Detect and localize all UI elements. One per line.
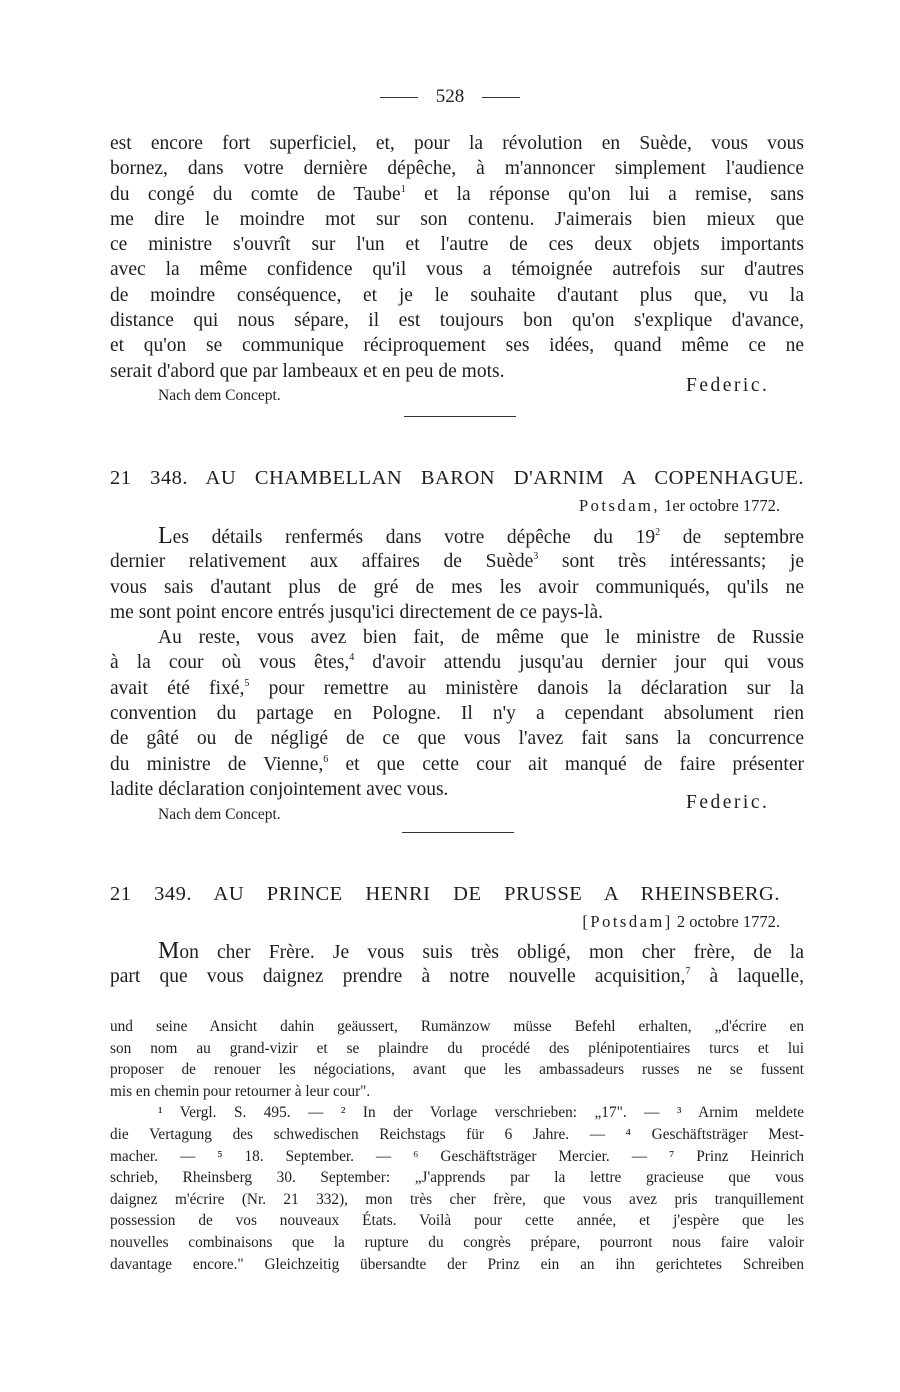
footnote-line: proposer de renouer les négociations, avant que les ambassadeurs russes ne se fussent — [110, 1061, 804, 1079]
dateline: Potsdam, 1er octobre 1772. — [578, 496, 780, 515]
text-line: et qu'on se communique réciproquement ses idées, quand même ce ne — [110, 335, 804, 357]
text-line: me dire le moindre mot sur son contenu. J'aimerais bien mieux que — [110, 208, 804, 230]
signature: Federic. — [686, 375, 770, 396]
footnote-line: davantage encore." Gleichzeitig übersandte der Prinz ein an ihn gerichtetes Schreiben — [110, 1255, 804, 1273]
text-line: du ministre de Vienne,$^6$ et que cette cour ait manqué de faire présenter — [110, 753, 804, 775]
footnote-line: nouvelles combinaisons que la rupture du congrès prépare, pourront nous faire valoir — [110, 1233, 804, 1251]
footnote-line: ¹ Vergl. S. 495. — ² In der Vorlage verschrieben: „17". — ³ Arnim meldete — [158, 1104, 804, 1122]
page-number-text: 528 — [435, 86, 465, 107]
text-line: avait été fixé,$^5$ pour remettre au ministère danois la déclaration sur la — [110, 677, 804, 699]
footnote-ref: 6 — [323, 753, 329, 765]
source-note: Nach dem Concept. — [158, 387, 281, 404]
separator-rule — [404, 416, 516, 417]
footnote-line: schrieb, Rheinsberg 30. September: „J'apprends par la lettre gracieuse que vous — [110, 1169, 804, 1187]
footnote-line: daignez m'écrire (Nr. 21 332), mon très cher frère, que vous avez pris tranquillement — [110, 1190, 804, 1208]
text-line: part que vous daignez prendre à notre nouvelle acquisition,$^7$ à laquelle, — [110, 966, 804, 988]
text-line: vous sais d'autant plus de gré de mes les avoir communiqués, qu'ils ne — [110, 576, 804, 598]
text-line: distance qui nous sépare, il est toujours bon qu'on s'explique d'avance, — [110, 310, 804, 332]
footnote-line: die Vertagung des schwedischen Reichstags für 6 Jahre. — ⁴ Geschäftsträger Mest- — [110, 1125, 804, 1143]
footnote-ref: 3 — [533, 551, 539, 563]
footnote-ref: 7 — [685, 966, 691, 978]
text-line: à la cour où vous êtes,$^4$ d'avoir attendu jusqu'au dernier jour qui vous — [110, 652, 804, 674]
text-line: serait d'abord que par lambeaux et en peu de mots. — [110, 360, 505, 382]
footnote-line: son nom au grand-vizir et se plaindre du procédé des plénipotentiaires turcs et lui — [110, 1039, 804, 1057]
footnote-ref: 1 — [400, 183, 406, 195]
text-line: me sont point encore entrés jusqu'ici directement de ce pays-là. — [110, 601, 604, 623]
letter-body — [110, 524, 804, 802]
letter-body — [110, 939, 804, 990]
footnote-line: und seine Ansicht dahin geäussert, Rumänzow müsse Befehl erhalten, „d'écrire en — [110, 1018, 804, 1035]
text-line: Au reste, vous avez bien fait, de même que le ministre de Russie — [158, 627, 804, 649]
footnote-line: mis en chemin pour retourner à leur cour". — [110, 1082, 371, 1100]
initial-capital: M — [158, 938, 180, 964]
text-line: de gâté ou de négligé de ce que vous l'avez fait sans la concurrence — [110, 728, 804, 750]
text-line: Les détails renfermés dans votre dépêche du $19^2$ de septembre — [158, 523, 804, 549]
text-line: ce ministre s'ouvrît sur l'un et l'autre de ces deux objets importants — [110, 234, 804, 256]
page-number — [0, 86, 900, 108]
text-line: avec la même confidence qu'il vous a témoignée autrefois sur d'autres — [110, 259, 804, 281]
text-line: est encore fort superficiel, et, pour la révolution en Suède, vous vous — [110, 133, 804, 154]
footnote-ref: 5 — [244, 677, 250, 689]
separator-rule — [402, 832, 514, 833]
text-line: Mon cher Frère. Je vous suis très obligé, mon cher frère, de la — [158, 938, 804, 964]
letter-continuation — [110, 131, 804, 384]
footnote-line: macher. — ⁵ 18. September. — ⁶ Geschäftsträger Mercier. — ⁷ Prinz Heinrich — [110, 1147, 804, 1165]
signature: Federic. — [686, 792, 770, 813]
letter-heading: 21 349. AU PRINCE HENRI DE PRUSSE A RHEINSBERG. — [110, 883, 780, 905]
footnotes — [110, 1016, 804, 1275]
footnote-line: possession de vos nouveaux États. Voilà pour cette année, et j'espère que les — [110, 1212, 804, 1230]
text-line: de moindre conséquence, et je le souhaite d'autant plus que, vu la — [110, 284, 804, 306]
text-line: bornez, dans votre dernière dépêche, à m'annoncer simplement l'audience — [110, 158, 804, 180]
page-number-dash-left — [380, 97, 418, 98]
footnote-ref: 4 — [349, 652, 355, 664]
page-number-dash-right — [482, 97, 520, 98]
letter-heading: 21 348. AU CHAMBELLAN BARON D'ARNIM A COPENHAGUE. — [110, 467, 804, 489]
text-line: convention du partage en Pologne. Il n'y a cependant absolument rien — [110, 703, 804, 725]
text-line: dernier relativement aux affaires de Suède$^3$ sont très intéressants; je — [110, 551, 804, 573]
text-line: du congé du comte de Taube$^1$ et la réponse qu'on lui a remise, sans — [110, 183, 804, 205]
footnote-ref: 2 — [655, 527, 661, 538]
source-note: Nach dem Concept. — [158, 806, 281, 823]
text-line: ladite déclaration conjointement avec vous. — [110, 778, 449, 800]
dateline: [Potsdam] 2 octobre 1772. — [582, 912, 780, 931]
initial-capital: L — [158, 523, 173, 549]
